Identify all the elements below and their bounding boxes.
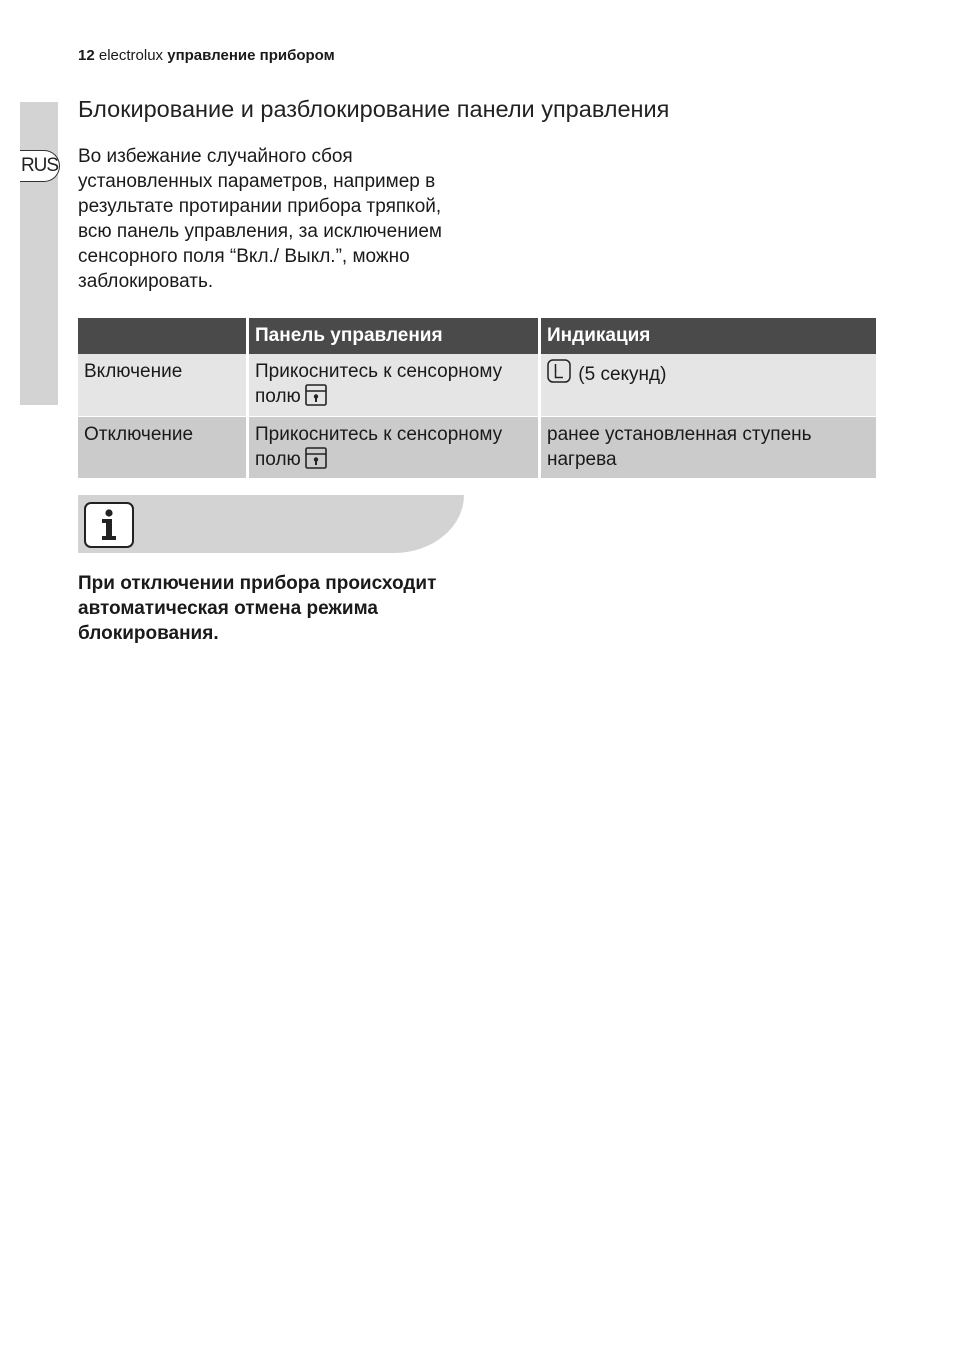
- table-row: [78, 354, 876, 416]
- control-cell: [246, 416, 538, 478]
- control-text: Прикоснитесь к сенсорному полю: [255, 424, 503, 470]
- action-cell: Отключение: [78, 416, 246, 478]
- intro-paragraph: Во избежание случайного сбоя установленных параметров, например в результате протирании прибора тряпкой, всю панель управления, за исключением сенсорного поля “Вкл./ Выкл.”, можно заблокировать.: [78, 146, 442, 292]
- indication-cell: ранее установленная ступень нагрева: [538, 416, 876, 478]
- info-note: При отключении прибора происходит автоматическая отмена режима блокирования.: [78, 573, 437, 644]
- action-cell: Включение: [78, 354, 246, 416]
- control-text: Прикоснитесь к сенсорному полю: [255, 361, 503, 407]
- section-name: управление прибором: [167, 47, 335, 64]
- lock-key-icon: [305, 447, 327, 476]
- control-cell: [246, 354, 538, 416]
- page-number: 12: [78, 47, 95, 64]
- language-badge: RUS: [20, 150, 60, 182]
- header-cell-control: Панель управления: [246, 318, 538, 354]
- header-cell-indication: Индикация: [538, 318, 876, 354]
- info-band: [78, 495, 464, 553]
- page-header: [78, 47, 335, 64]
- side-tab: [20, 102, 58, 405]
- lock-key-icon: [305, 384, 327, 413]
- table-row: [78, 416, 876, 478]
- indication-text: (5 секунд): [578, 364, 667, 385]
- indication-cell: [538, 354, 876, 416]
- display-l-icon: [547, 359, 571, 390]
- brand-name: electrolux: [98, 47, 164, 64]
- header-cell-action: [78, 318, 246, 354]
- table-header-row: [78, 318, 876, 354]
- page-title: Блокирование и разблокирование панели управления: [78, 96, 670, 122]
- info-icon: [84, 502, 134, 548]
- lock-table: [78, 318, 876, 478]
